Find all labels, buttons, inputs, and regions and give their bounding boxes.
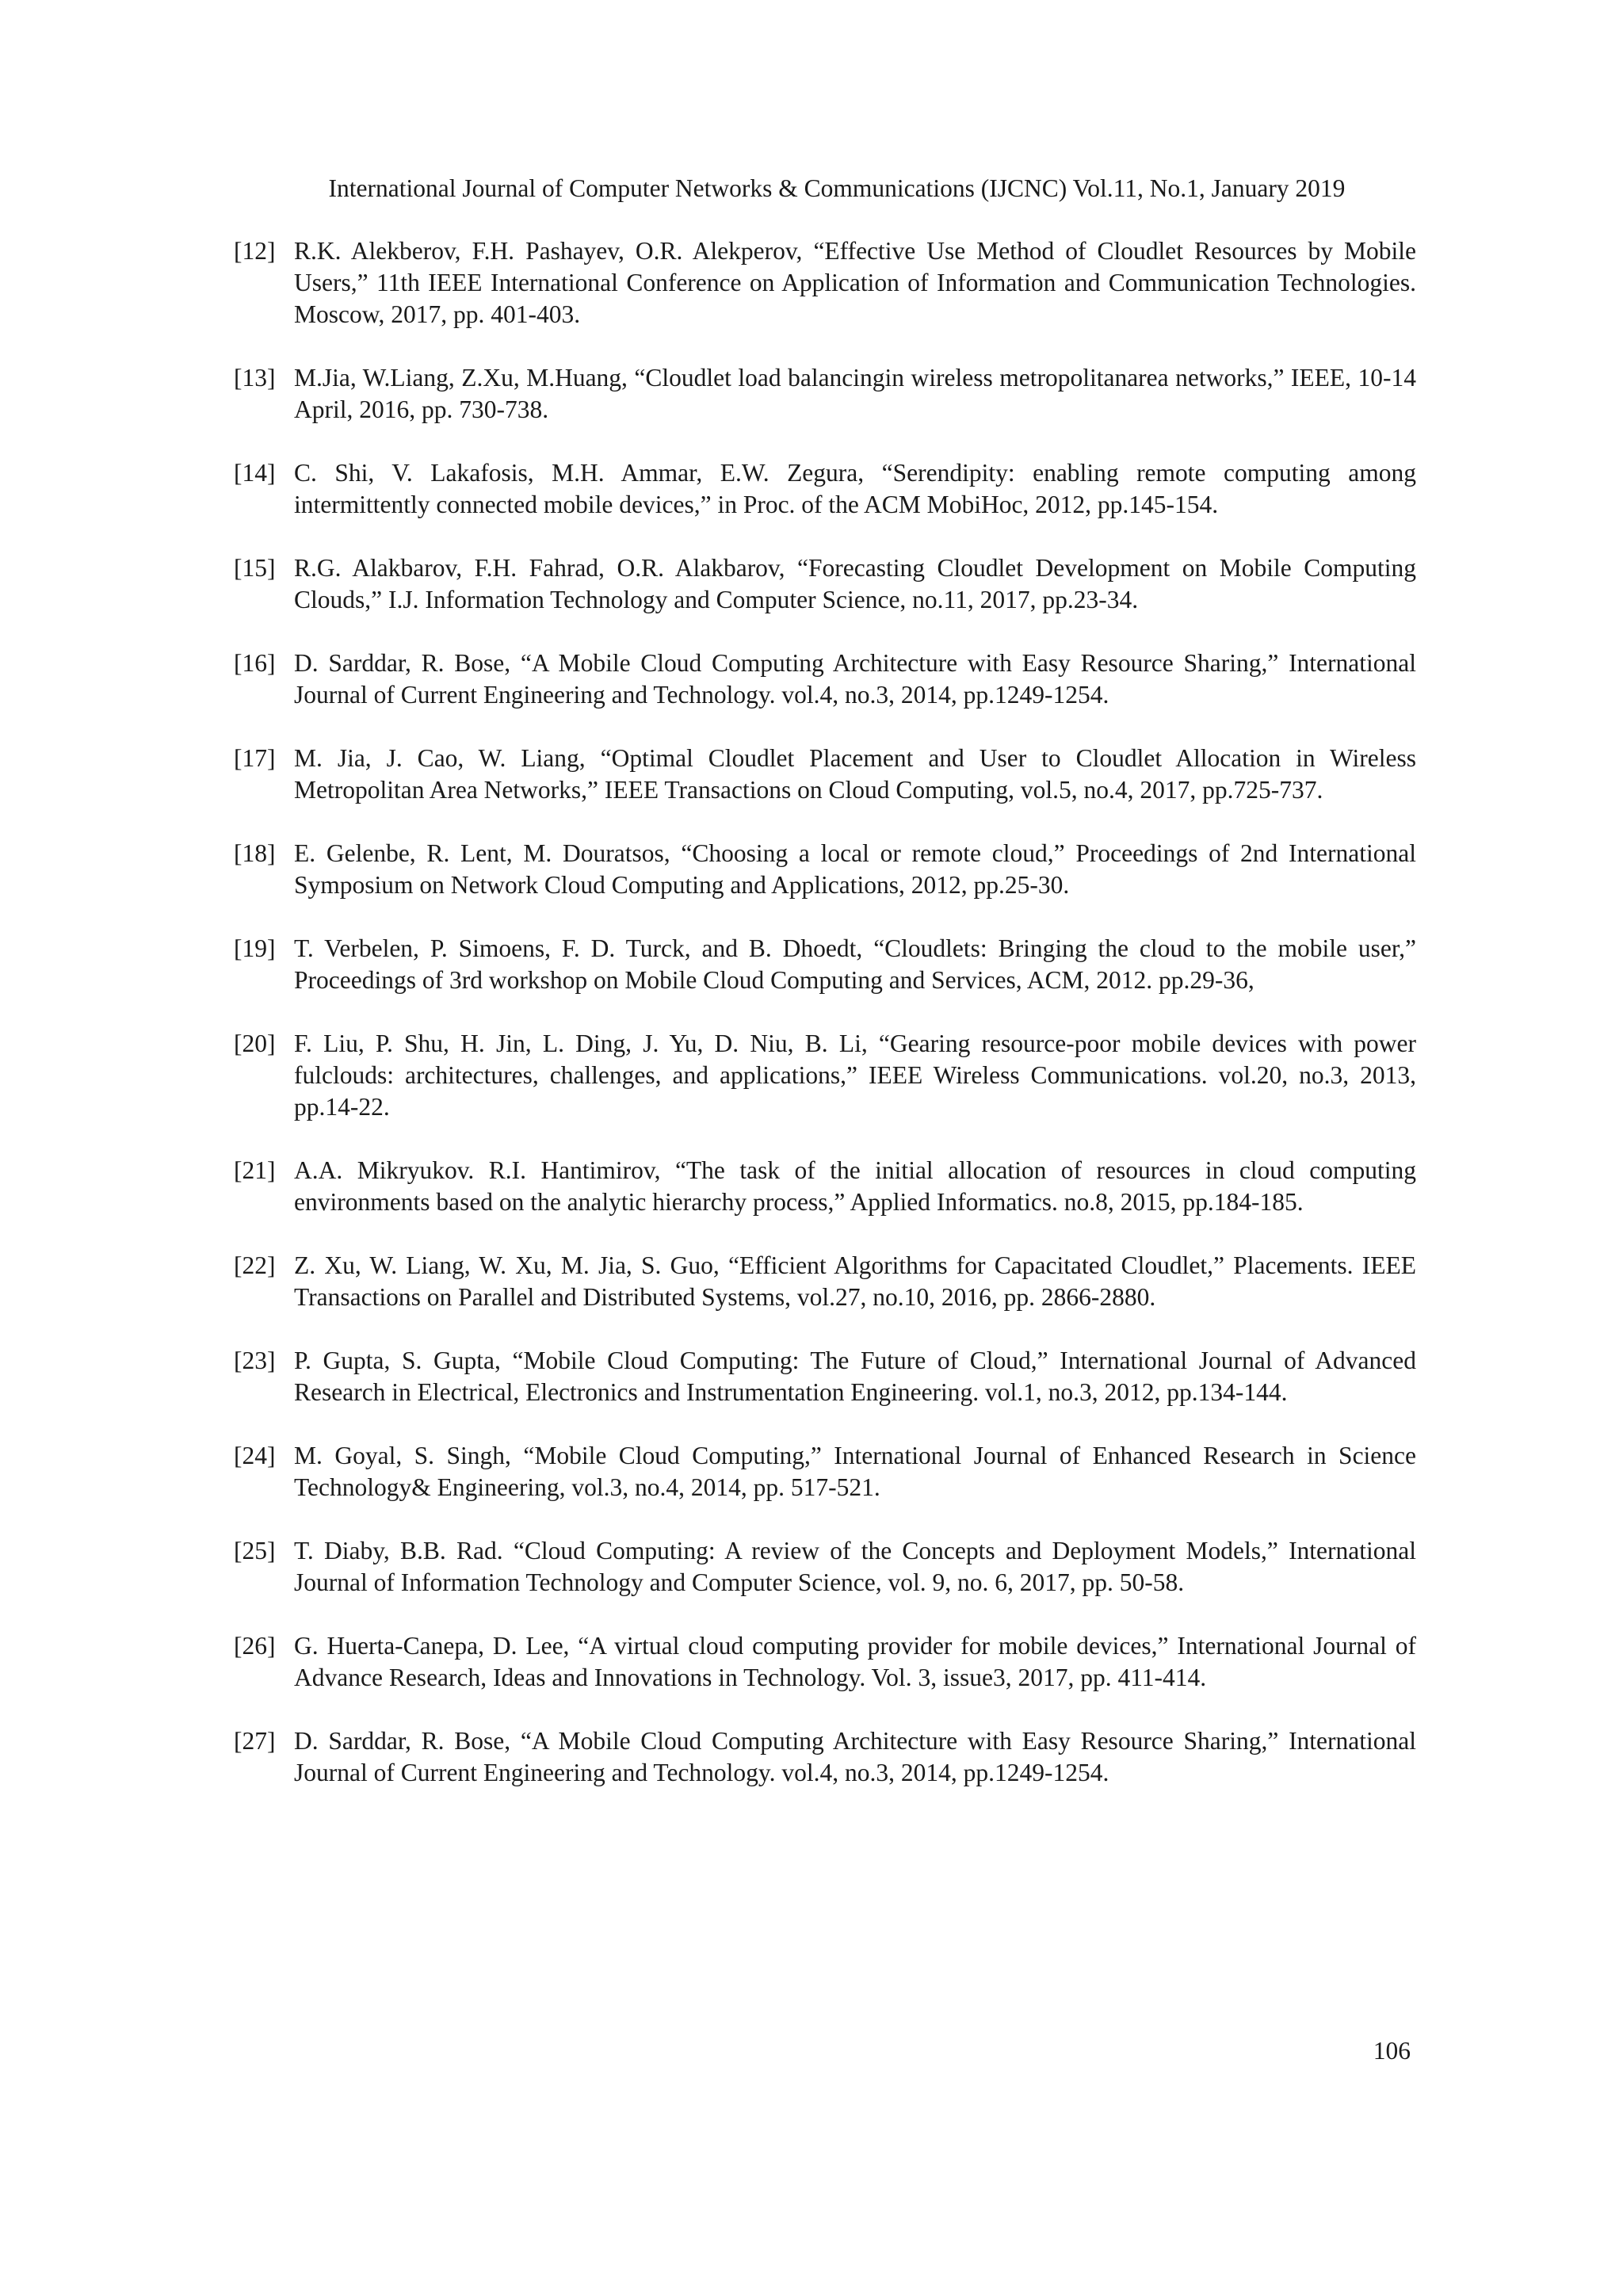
- reference-item: [234, 1725, 1416, 1789]
- reference-number: [17]: [234, 744, 276, 772]
- reference-text: F. Liu, P. Shu, H. Jin, L. Ding, J. Yu, D. Niu, B. Li, “Gearing resource-poor mobile devices with power fulclouds: architectures, challenges, and applications,” IEEE Wireless Communications. vol.20, no.3, 2013, pp.14-22.: [294, 1030, 1416, 1121]
- reference-number: [21]: [234, 1156, 276, 1184]
- reference-text: R.K. Alekberov, F.H. Pashayev, O.R. Alekperov, “Effective Use Method of Cloudlet Resources by Mobile Users,” 11th IEEE International Conference on Application of Information and Communication Technologies. Moscow, 2017, pp. 401-403.: [294, 237, 1416, 328]
- reference-item: [234, 1630, 1416, 1694]
- reference-text: T. Diaby, B.B. Rad. “Cloud Computing: A review of the Concepts and Deployment Models,” International Journal of Information Technology and Computer Science, vol. 9, no. 6, 2017, pp. 50-58.: [294, 1537, 1416, 1596]
- reference-text: M.Jia, W.Liang, Z.Xu, M.Huang, “Cloudlet load balancingin wireless metropolitanarea networks,” IEEE, 10-14 April, 2016, pp. 730-738.: [294, 364, 1416, 423]
- reference-number: [24]: [234, 1442, 276, 1469]
- reference-number: [16]: [234, 649, 276, 677]
- reference-number: [15]: [234, 554, 276, 582]
- running-header: International Journal of Computer Networks & Communications (IJCNC) Vol.11, No.1, January 2019: [328, 174, 1346, 202]
- reference-number: [18]: [234, 839, 276, 867]
- reference-text: D. Sarddar, R. Bose, “A Mobile Cloud Computing Architecture with Easy Resource Sharing,” International Journal of Current Engineering and Technology. vol.4, no.3, 2014, pp.1249-1254.: [294, 1727, 1416, 1786]
- reference-item: [234, 743, 1416, 806]
- reference-list: [234, 235, 1416, 1820]
- reference-number: [27]: [234, 1727, 276, 1755]
- reference-item: [234, 1155, 1416, 1218]
- reference-text: Z. Xu, W. Liang, W. Xu, M. Jia, S. Guo, “Efficient Algorithms for Capacitated Cloudlet,” Placements. IEEE Transactions on Parallel and Distributed Systems, vol.27, no.10, 2016, pp. 2866-2880.: [294, 1251, 1416, 1311]
- reference-number: [25]: [234, 1537, 276, 1564]
- reference-text: R.G. Alakbarov, F.H. Fahrad, O.R. Alakbarov, “Forecasting Cloudlet Development on Mobile Computing Clouds,” I.J. Information Technology and Computer Science, no.11, 2017, pp.23-34.: [294, 554, 1416, 613]
- reference-number: [12]: [234, 237, 276, 265]
- reference-item: [234, 552, 1416, 616]
- reference-item: [234, 362, 1416, 426]
- reference-number: [14]: [234, 459, 276, 487]
- reference-number: [19]: [234, 934, 276, 962]
- reference-item: [234, 457, 1416, 521]
- reference-number: [22]: [234, 1251, 276, 1279]
- reference-item: [234, 1440, 1416, 1503]
- page-number: 106: [1373, 2037, 1411, 2065]
- reference-number: [26]: [234, 1632, 276, 1660]
- reference-text: G. Huerta-Canepa, D. Lee, “A virtual cloud computing provider for mobile devices,” International Journal of Advance Research, Ideas and Innovations in Technology. Vol. 3, issue3, 2017, pp. 411-414.: [294, 1632, 1416, 1691]
- reference-item: [234, 1250, 1416, 1313]
- reference-text: M. Jia, J. Cao, W. Liang, “Optimal Cloudlet Placement and User to Cloudlet Allocation in Wireless Metropolitan Area Networks,” IEEE Transactions on Cloud Computing, vol.5, no.4, 2017, pp.725-737.: [294, 744, 1416, 804]
- reference-number: [20]: [234, 1030, 276, 1057]
- reference-item: [234, 1028, 1416, 1123]
- reference-number: [23]: [234, 1347, 276, 1374]
- reference-text: D. Sarddar, R. Bose, “A Mobile Cloud Computing Architecture with Easy Resource Sharing,” International Journal of Current Engineering and Technology. vol.4, no.3, 2014, pp.1249-1254.: [294, 649, 1416, 709]
- reference-text: M. Goyal, S. Singh, “Mobile Cloud Computing,” International Journal of Enhanced Research in Science Technology& Engineering, vol.3, no.4, 2014, pp. 517-521.: [294, 1442, 1416, 1501]
- reference-item: [234, 933, 1416, 996]
- reference-item: [234, 1345, 1416, 1408]
- reference-text: A.A. Mikryukov. R.I. Hantimirov, “The task of the initial allocation of resources in cloud computing environments based on the analytic hierarchy process,” Applied Informatics. no.8, 2015, pp.184-185.: [294, 1156, 1416, 1216]
- reference-number: [13]: [234, 364, 276, 392]
- reference-item: [234, 838, 1416, 901]
- reference-text: P. Gupta, S. Gupta, “Mobile Cloud Computing: The Future of Cloud,” International Journal of Advanced Research in Electrical, Electronics and Instrumentation Engineering. vol.1, no.3, 2012, pp.134-144.: [294, 1347, 1416, 1406]
- reference-item: [234, 648, 1416, 711]
- reference-item: [234, 235, 1416, 330]
- reference-text: T. Verbelen, P. Simoens, F. D. Turck, and B. Dhoedt, “Cloudlets: Bringing the cloud to the mobile user,” Proceedings of 3rd workshop on Mobile Cloud Computing and Services, ACM, 2012. pp.29-36,: [294, 934, 1416, 994]
- reference-text: E. Gelenbe, R. Lent, M. Douratsos, “Choosing a local or remote cloud,” Proceedings of 2nd International Symposium on Network Cloud Computing and Applications, 2012, pp.25-30.: [294, 839, 1416, 899]
- reference-text: C. Shi, V. Lakafosis, M.H. Ammar, E.W. Zegura, “Serendipity: enabling remote computing among intermittently connected mobile devices,” in Proc. of the ACM MobiHoc, 2012, pp.145-154.: [294, 459, 1416, 518]
- reference-item: [234, 1535, 1416, 1599]
